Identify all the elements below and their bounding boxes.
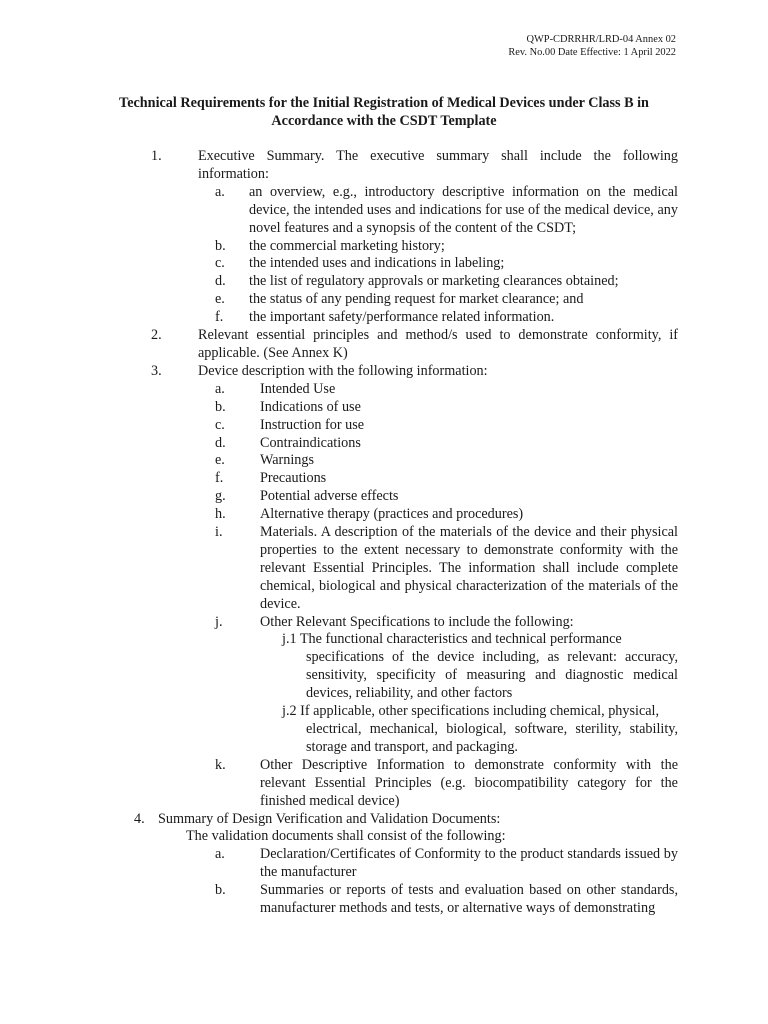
sub-sub-item-text-rest: electrical, mechanical, biological, software, sterility, stability, storage and transport, and packaging. <box>306 721 678 755</box>
sub-item <box>0 757 768 811</box>
sub-item-label: f. <box>215 470 224 487</box>
sub-item-label: a. <box>215 380 225 397</box>
sub-item-text: Alternative therapy (practices and procedures) <box>260 506 524 523</box>
sub-item-text: Intended Use <box>260 380 336 397</box>
sub-item <box>0 273 768 291</box>
list-item-intro <box>0 828 768 846</box>
sub-item-label: h. <box>215 506 226 523</box>
sub-item <box>0 846 768 882</box>
sub-item <box>0 488 768 506</box>
sub-item-text: the status of any pending request for market clearance; and <box>249 291 584 308</box>
sub-item-label: e. <box>215 291 225 308</box>
sub-item-text: the list of regulatory approvals or marketing clearances obtained; <box>249 273 619 290</box>
sub-sub-item-text-rest: specifications of the device including, as relevant: accuracy, sensitivity, specificity of measuring and diagnostic medical devices, reliability, and other factors <box>306 649 678 702</box>
sub-item-text: Warnings <box>260 452 315 469</box>
sub-item <box>0 238 768 256</box>
sub-item <box>0 255 768 273</box>
list-number: 2. <box>151 327 162 344</box>
sub-item-text: Other Relevant Specifications to include the following: <box>260 613 574 630</box>
sub-item-label: c. <box>215 255 225 272</box>
sub-item-text: Instruction for use <box>260 416 365 433</box>
sub-item-text: an overview, e.g., introductory descriptive information on the medical device, the intended uses and indications for use of the medical device, any novel features and a synopsis of the content of the CSDT; <box>249 183 678 236</box>
sub-item <box>0 882 768 918</box>
sub-item-text: the intended uses and indications in labeling; <box>249 255 505 272</box>
sub-item <box>0 470 768 488</box>
list-item-text: Executive Summary. The executive summary shall include the following information: <box>198 148 678 182</box>
sub-sub-item-label: j.2 <box>282 703 297 720</box>
sub-item-label: d. <box>215 434 226 451</box>
requirements-list <box>0 148 768 918</box>
sub-item-text: Declaration/Certificates of Conformity to the product standards issued by the manufacturer <box>260 846 678 881</box>
list-item-text: Device description with the following information: <box>198 362 488 379</box>
sub-item-label: b. <box>215 398 226 415</box>
document-title <box>60 94 708 130</box>
list-item-4 <box>0 811 768 829</box>
sub-item-label: g. <box>215 488 226 505</box>
sub-item-label: i. <box>215 524 223 541</box>
sub-item-label: e. <box>215 452 225 469</box>
document-header <box>508 33 676 59</box>
sub-sub-item-j1 <box>0 631 768 703</box>
list-number: 4. <box>134 810 145 827</box>
sub-item-label: d. <box>215 273 226 290</box>
sub-item-text: Other Descriptive Information to demonstrate conformity with the relevant Essential Principles (e.g. biocompatibility category for the finished medical device) <box>260 756 678 809</box>
list-item-text: Summary of Design Verification and Validation Documents: <box>158 810 501 827</box>
sub-item-label: b. <box>215 882 226 899</box>
sub-item-text: Summaries or reports of tests and evaluation based on other standards, manufacturer methods and tests, or alternative ways of demonstrating <box>260 882 678 917</box>
sub-item-text: Indications of use <box>260 398 361 415</box>
sub-sub-item-first-line <box>282 703 678 721</box>
document-code: QWP-CDRRHR/LRD-04 Annex 02 <box>526 34 676 45</box>
sub-item <box>0 417 768 435</box>
sub-item-text: the commercial marketing history; <box>249 237 445 254</box>
sub-item-text: Contraindications <box>260 434 361 451</box>
sub-sub-item-label: j.1 <box>282 631 297 648</box>
list-item-1 <box>0 148 768 184</box>
sub-item <box>0 506 768 524</box>
list-item-2 <box>0 327 768 363</box>
sub-item-label: k. <box>215 756 226 773</box>
sub-sub-item-text-start: The functional characteristics and technical performance <box>299 631 622 648</box>
sub-item-label: a. <box>215 183 225 200</box>
sub-sub-item-text-start: If applicable, other specifications including chemical, physical, <box>300 703 660 720</box>
sub-sub-item-first-line <box>282 631 678 649</box>
sub-item <box>0 291 768 309</box>
revision-info: Rev. No.00 Date Effective: 1 April 2022 <box>508 47 676 58</box>
list-number: 3. <box>151 362 162 379</box>
sub-item <box>0 524 768 614</box>
sub-item-label: a. <box>215 846 225 863</box>
list-item-3 <box>0 363 768 381</box>
sub-sub-item-j2 <box>0 703 768 757</box>
sub-item <box>0 435 768 453</box>
title-line-2: Accordance with the CSDT Template <box>271 113 497 129</box>
sub-item-text: Precautions <box>260 470 327 487</box>
sub-item <box>0 381 768 399</box>
sub-item <box>0 399 768 417</box>
sub-item-label: j. <box>215 613 223 630</box>
sub-item <box>0 452 768 470</box>
list-number: 1. <box>151 148 162 164</box>
sub-item <box>0 184 768 238</box>
sub-item-label: f. <box>215 309 224 326</box>
intro-text: The validation documents shall consist of the following: <box>186 828 506 845</box>
sub-item-text: Materials. A description of the materials of the device and their physical properties to the extent necessary to demonstrate conformity with the relevant Essential Principles. The information shall include complete chemical, biological and physical characterization of the materials of the device. <box>260 524 678 612</box>
sub-item <box>0 309 768 327</box>
sub-item-label: c. <box>215 416 225 433</box>
sub-item-label: b. <box>215 237 226 254</box>
list-item-text: Relevant essential principles and method/s used to demonstrate conformity, if applicable. (See Annex K) <box>198 327 678 361</box>
sub-item-text: Potential adverse effects <box>260 488 399 505</box>
sub-item <box>0 614 768 632</box>
sub-item-text: the important safety/performance related information. <box>249 309 555 326</box>
title-line-1: Technical Requirements for the Initial Registration of Medical Devices under Class B in <box>119 95 649 111</box>
